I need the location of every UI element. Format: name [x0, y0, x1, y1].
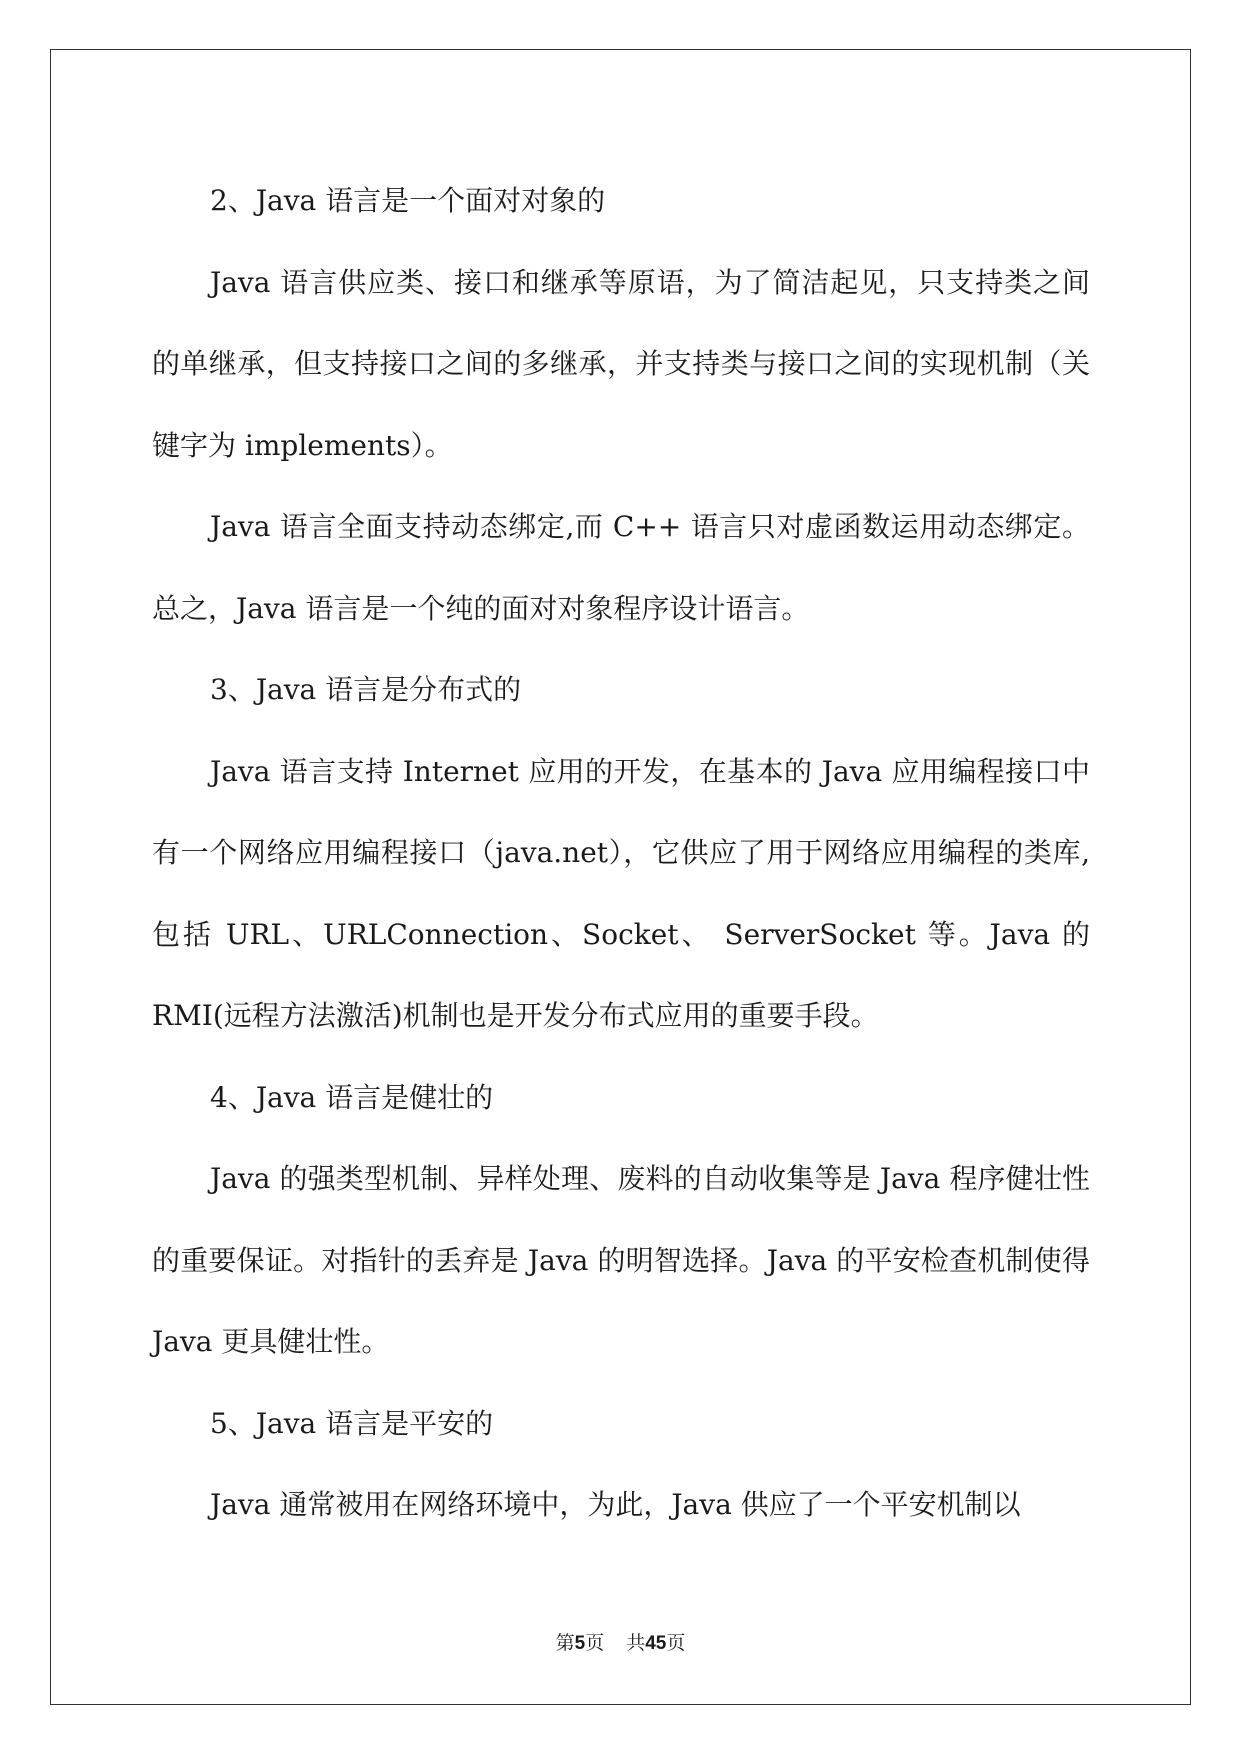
page-footer	[0, 1628, 1241, 1655]
paragraph-oop-inheritance: Java 语言供应类、接口和继承等原语，为了简洁起见，只支持类之间的单继承，但支持接口之间的多继承，并支持类与接口之间的实现机制（关键字为 implements）。	[152, 265, 1090, 462]
section-heading-5: 5、Java 语言是平安的	[210, 1406, 494, 1440]
paragraph-security: Java 通常被用在网络环境中，为此，Java 供应了一个平安机制以	[210, 1488, 1021, 1521]
total-prefix: 共	[626, 1632, 646, 1654]
total-suffix: 页	[666, 1632, 686, 1654]
section-heading-2: 2、Java 语言是一个面对对象的	[210, 184, 606, 217]
paragraph-robust: Java 的强类型机制、异样处理、废料的自动收集等是 Java 程序健壮性的重要保证。对指针的丢弃是 Java 的明智选择。Java 的平安检查机制使得 Java 更具健壮性。	[152, 1162, 1090, 1358]
total-pages: 45	[645, 1633, 667, 1654]
paragraph-dynamic-binding: Java 语言全面支持动态绑定,而 C++ 语言只对虚函数运用动态绑定。总之，Java 语言是一个纯的面对对象程序设计语言。	[152, 510, 1090, 625]
section-heading-4: 4、Java 语言是健壮的	[210, 1080, 494, 1114]
document-body	[152, 160, 1090, 1546]
page-number: 5	[574, 1633, 586, 1654]
page-suffix: 页	[585, 1632, 605, 1654]
section-heading-3: 3、Java 语言是分布式的	[210, 673, 522, 706]
paragraph-distributed: Java 语言支持 Internet 应用的开发，在基本的 Java 应用编程接口中有一个网络应用编程接口（java.net），它供应了用于网络应用编程的类库,包括 URL、URLConnection、Socket、 ServerSocket 等。Java 的 RMI(远程方法激活)机制也是开发分布式应用的重要手段。	[152, 754, 1090, 1032]
page-prefix: 第	[555, 1632, 575, 1654]
